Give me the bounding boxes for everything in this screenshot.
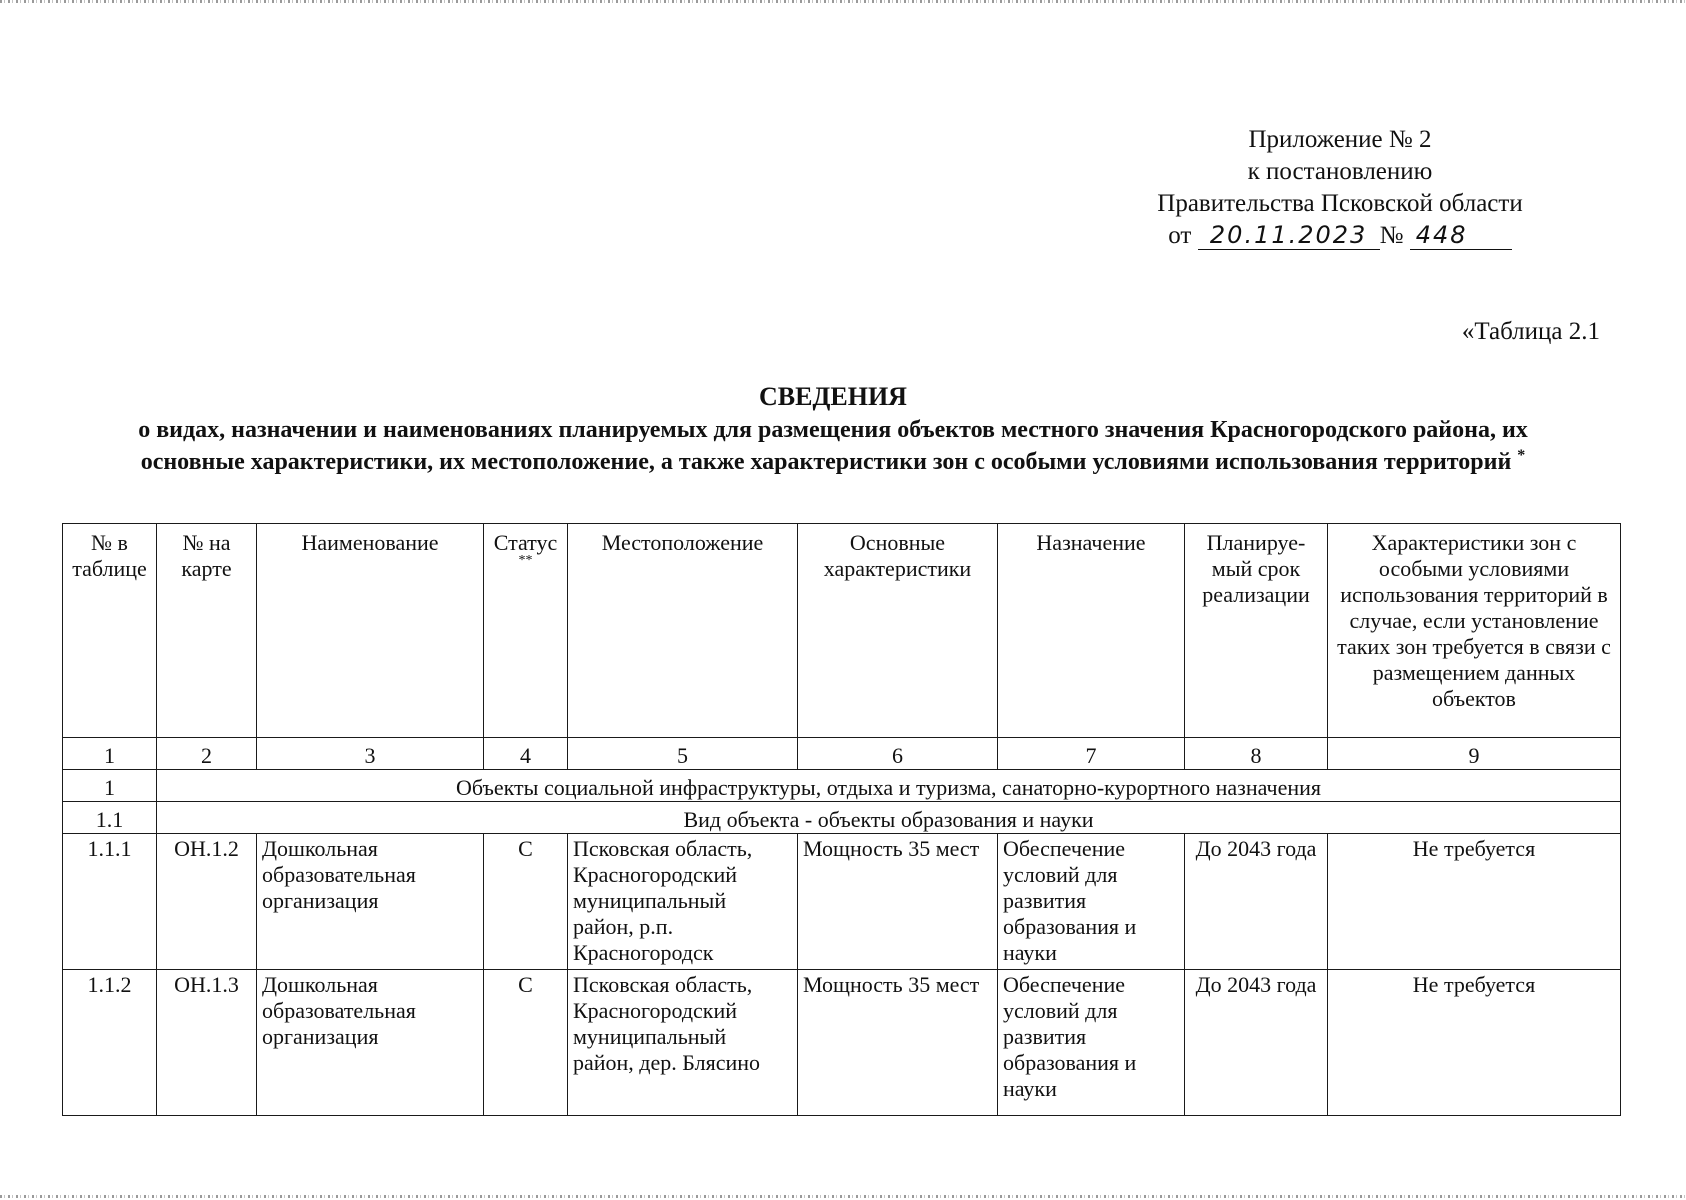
table-reference: «Таблица 2.1 bbox=[1461, 318, 1600, 345]
number-sign: № bbox=[1379, 222, 1404, 249]
cell-status: С bbox=[484, 834, 568, 970]
section-number: 1 bbox=[63, 770, 157, 802]
cell-table-no: 1.1.1 bbox=[63, 834, 157, 970]
appendix-line: Правительства Псковской области bbox=[1157, 190, 1523, 217]
resolution-date-line bbox=[1100, 220, 1580, 252]
cell-characteristics: Мощность 35 мест bbox=[798, 970, 998, 1116]
appendix-line: Приложение № 2 bbox=[1248, 126, 1432, 153]
column-number: 8 bbox=[1185, 738, 1328, 770]
column-header: № в таблице bbox=[63, 524, 157, 738]
column-number: 1 bbox=[63, 738, 157, 770]
column-header: Характеристики зон с особыми условиями использования территорий в случае, если установление таких зон требуется в связи с размещением данных объектов bbox=[1328, 524, 1621, 738]
column-header: Назначение bbox=[998, 524, 1185, 738]
scan-edge-top bbox=[0, 0, 1686, 3]
cell-location: Псковская область, Красногородский муниципальный район, р.п. Красногородск bbox=[568, 834, 798, 970]
column-header-status bbox=[484, 524, 568, 738]
column-header: Местоположение bbox=[568, 524, 798, 738]
cell-name: Дошкольная образовательная организация bbox=[257, 834, 484, 970]
cell-purpose: Обеспечение условий для развития образования и науки bbox=[998, 970, 1185, 1116]
section-row bbox=[63, 770, 1621, 802]
status-footnote-mark: ** bbox=[518, 553, 533, 568]
cell-map-no: ОН.1.2 bbox=[157, 834, 257, 970]
cell-purpose: Обеспечение условий для развития образования и науки bbox=[998, 834, 1185, 970]
footnote-mark: * bbox=[1517, 447, 1526, 464]
heading-title: СВЕДЕНИЯ bbox=[759, 382, 907, 411]
handwritten-number: 448 bbox=[1410, 221, 1512, 250]
cell-zones: Не требуется bbox=[1328, 970, 1621, 1116]
column-number-row bbox=[63, 738, 1621, 770]
date-prefix: от bbox=[1168, 222, 1192, 249]
heading-subtitle bbox=[70, 414, 1596, 478]
document-heading bbox=[70, 380, 1596, 478]
column-header: Статус bbox=[493, 530, 558, 555]
column-number: 2 bbox=[157, 738, 257, 770]
cell-characteristics: Мощность 35 мест bbox=[798, 834, 998, 970]
cell-status: С bbox=[484, 970, 568, 1116]
scan-edge-bottom bbox=[0, 1195, 1686, 1198]
cell-map-no: ОН.1.3 bbox=[157, 970, 257, 1116]
appendix-line: к постановлению bbox=[1247, 158, 1433, 185]
heading-subtitle-text: о видах, назначении и наименованиях планируемых для размещения объектов местного значения Красногородского района, их основные характеристики, их местоположение, а также характеристики зон с особыми условиями использования территорий bbox=[138, 417, 1528, 475]
cell-term: До 2043 года bbox=[1185, 834, 1328, 970]
column-header: Планируе-мый срок реализации bbox=[1185, 524, 1328, 738]
table-row bbox=[63, 970, 1621, 1116]
section-label: Объекты социальной инфраструктуры, отдыха и туризма, санаторно-курортного назначения bbox=[157, 770, 1621, 802]
subsection-row bbox=[63, 802, 1621, 834]
subsection-number: 1.1 bbox=[63, 802, 157, 834]
cell-zones: Не требуется bbox=[1328, 834, 1621, 970]
column-header: Основные характеристики bbox=[798, 524, 998, 738]
cell-table-no: 1.1.2 bbox=[63, 970, 157, 1116]
column-number: 9 bbox=[1328, 738, 1621, 770]
column-header: Наименование bbox=[257, 524, 484, 738]
handwritten-date: 20.11.2023 bbox=[1198, 221, 1380, 250]
column-header: № на карте bbox=[157, 524, 257, 738]
cell-name: Дошкольная образовательная организация bbox=[257, 970, 484, 1116]
cell-term: До 2043 года bbox=[1185, 970, 1328, 1116]
appendix-block bbox=[1100, 124, 1580, 252]
column-number: 6 bbox=[798, 738, 998, 770]
column-number: 4 bbox=[484, 738, 568, 770]
table-row bbox=[63, 834, 1621, 970]
cell-location: Псковская область, Красногородский муниципальный район, дер. Блясино bbox=[568, 970, 798, 1116]
column-number: 3 bbox=[257, 738, 484, 770]
table-header-row bbox=[63, 524, 1621, 738]
column-number: 7 bbox=[998, 738, 1185, 770]
subsection-label: Вид объекта - объекты образования и науки bbox=[157, 802, 1621, 834]
objects-table bbox=[62, 523, 1621, 1116]
column-number: 5 bbox=[568, 738, 798, 770]
